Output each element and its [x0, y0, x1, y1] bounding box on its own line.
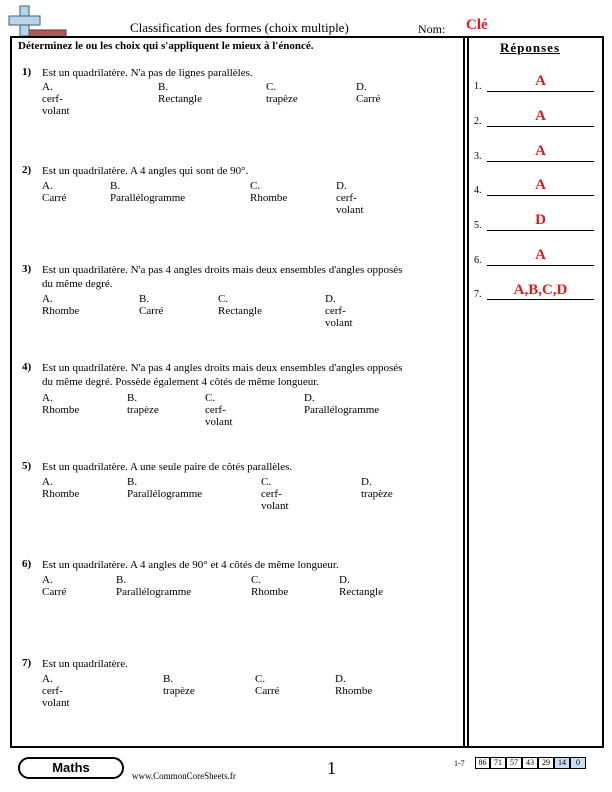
answer-number: 2. [474, 116, 482, 127]
answer-value: A [535, 177, 546, 193]
answer-number: 4. [474, 185, 482, 196]
choice-c: C. Rectangle [218, 293, 262, 317]
score-cell-highlight: 14 [554, 757, 570, 769]
answer-line [487, 126, 594, 127]
question-text [42, 657, 462, 671]
choice-b: B. Parallélogramme [127, 476, 203, 500]
choice-b: B. trapèze [127, 392, 159, 416]
instructions: Déterminez le ou les choix qui s'appliquent le mieux à l'énoncé. [18, 40, 314, 52]
choice-d: D. Parallélogramme [304, 392, 380, 416]
question-text [42, 460, 462, 474]
choice-a: A. Carré [42, 574, 67, 598]
question-number: 2) [22, 164, 32, 176]
choice-c: C. Carré [255, 673, 280, 697]
answer-value: D [535, 212, 546, 228]
question-number: 3) [22, 263, 32, 275]
question-line: Est un quadrilatère. A 4 angles de 90° et 4 côtés de même longueur. [42, 559, 339, 571]
choice-d: D. Carré [356, 81, 381, 105]
question-line: du même degré. [42, 278, 113, 290]
frame-left-border [10, 36, 12, 748]
question-line: du même degré. Possède également 4 côtés de même longueur. [42, 376, 320, 388]
score-cell: 71 [490, 757, 506, 769]
choice-a: A. Rhombe [42, 476, 80, 500]
question-text [42, 263, 462, 291]
choice-a: A. Rhombe [42, 392, 80, 416]
choice-c: C. Rhombe [251, 574, 289, 598]
choice-d: D. Rectangle [339, 574, 383, 598]
website-link[interactable]: www.CommonCoreSheets.fr [132, 771, 236, 781]
choice-a: A. cerf-volant [42, 673, 70, 709]
answer-line [487, 265, 594, 266]
question-number: 7) [22, 657, 32, 669]
answer-number: 3. [474, 151, 482, 162]
question-text [42, 361, 462, 389]
answer-line [487, 230, 594, 231]
score-cell: 29 [538, 757, 554, 769]
page-number: 1 [327, 758, 336, 778]
choice-b: B. Carré [139, 293, 164, 317]
choice-a: A. Rhombe [42, 293, 80, 317]
question-text [42, 558, 462, 572]
answer-number: 1. [474, 81, 482, 92]
question-line: Est un quadrilatère. N'a pas de lignes parallèles. [42, 67, 253, 79]
question-number: 5) [22, 460, 32, 472]
worksheet-title: Classification des formes (choix multiple) [130, 20, 349, 35]
question-line: Est un quadrilatère. A une seule paire de côtés parallèles. [42, 461, 293, 473]
name-value: Clé [466, 17, 488, 33]
question-line: Est un quadrilatère. N'a pas 4 angles droits mais deux ensembles d'angles opposés [42, 264, 403, 276]
question-text [42, 164, 462, 178]
choice-b: B. trapèze [163, 673, 195, 697]
choice-d: D. cerf-volant [336, 180, 364, 216]
score-cell: 86 [475, 757, 490, 769]
choice-a: A. Carré [42, 180, 67, 204]
answers-title: Réponses [500, 40, 561, 55]
score-range: 1-7 [454, 759, 465, 768]
choice-d: D. Rhombe [335, 673, 373, 697]
answer-number: 7. [474, 289, 482, 300]
footer-rule [10, 746, 604, 748]
header-rule [10, 36, 604, 38]
choice-c: C. Rhombe [250, 180, 288, 204]
choice-c: C. trapèze [266, 81, 298, 105]
question-text [42, 66, 462, 80]
answer-number: 6. [474, 255, 482, 266]
choice-a: A. cerf-volant [42, 81, 70, 117]
frame-right-border [602, 36, 604, 748]
choice-b: B. Parallélogramme [116, 574, 192, 598]
math-plus-logo-icon [6, 4, 68, 38]
answer-value: A [535, 247, 546, 263]
question-line: Est un quadrilatère. [42, 658, 128, 670]
answer-value: A [535, 108, 546, 124]
choice-d: D. trapèze [361, 476, 393, 500]
choice-c: C. cerf-volant [205, 392, 233, 428]
answer-value: A,B,C,D [513, 282, 568, 298]
name-label: Nom: [418, 22, 446, 36]
answer-line [487, 161, 594, 162]
answer-line [487, 91, 594, 92]
question-line: Est un quadrilatère. N'a pas 4 angles droits mais deux ensembles d'angles opposés [42, 362, 403, 374]
answer-column-divider [463, 36, 465, 748]
question-number: 1) [22, 66, 32, 78]
answer-column-divider-inner [467, 36, 469, 748]
question-number: 6) [22, 558, 32, 570]
score-cell: 57 [506, 757, 522, 769]
score-cell-highlight: 0 [570, 757, 586, 769]
question-line: Est un quadrilatère. A 4 angles qui sont de 90°. [42, 165, 249, 177]
choice-d: D. cerf-volant [325, 293, 353, 329]
subject-badge: Maths [18, 757, 124, 779]
choice-b: B. Parallélogramme [110, 180, 186, 204]
answer-number: 5. [474, 220, 482, 231]
score-cell: 43 [522, 757, 538, 769]
question-number: 4) [22, 361, 32, 373]
answer-value: A [535, 73, 546, 89]
choice-c: C. cerf-volant [261, 476, 289, 512]
choice-b: B. Rectangle [158, 81, 202, 105]
answer-line [487, 195, 594, 196]
answer-value: A [535, 143, 546, 159]
answer-line [487, 299, 594, 300]
